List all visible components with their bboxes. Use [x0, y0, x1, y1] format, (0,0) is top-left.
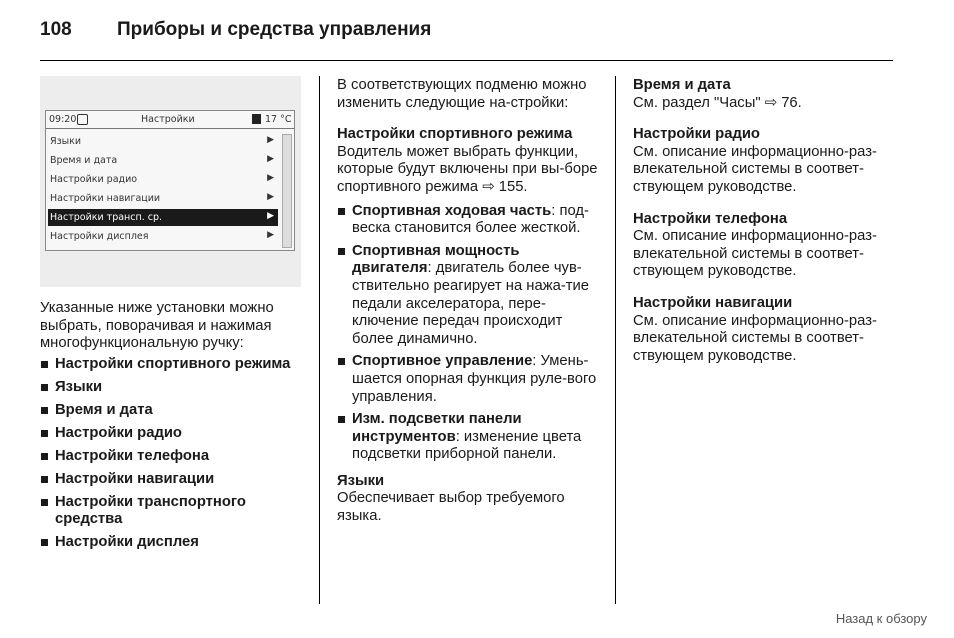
list-item: Время и дата — [40, 402, 302, 420]
list-item: Настройки спортивного режима — [40, 356, 302, 374]
thermometer-icon — [252, 114, 261, 124]
section-heading: Время и дата — [633, 77, 731, 93]
settings-list — [40, 356, 302, 552]
screen-title: Настройки — [141, 114, 195, 125]
list-item: Настройки дисплея — [40, 534, 302, 552]
section-heading: Настройки навигации — [633, 294, 793, 311]
header-divider — [40, 60, 893, 61]
settings-screen — [45, 110, 295, 251]
screen-menu-label: Настройки навигации — [50, 193, 161, 204]
option-term: Спортивное управление — [352, 353, 533, 370]
screen-menu-item — [48, 152, 278, 169]
list-item — [337, 243, 603, 349]
screen-menu-item — [48, 133, 278, 150]
option-description: : двигатель более чув-ствительно реагирует на нажа-тие педали акселератора, пере-ключение передач происходит более динамично. — [352, 260, 590, 347]
column-divider — [615, 76, 616, 604]
option-description: : Умень-шается опорная функция руле-вого управления. — [352, 353, 597, 405]
lang-text: Обеспечивает выбор требуемого языка. — [337, 490, 565, 525]
column-1 — [40, 300, 302, 557]
col2-intro: В соответствующих подменю можно изменить следующие на-стройки: — [337, 77, 587, 111]
lang-heading: Языки — [337, 472, 385, 489]
screen-menu-item — [48, 209, 278, 226]
list-item — [337, 353, 603, 406]
sport-text: Водитель может выбрать функции, которые будут включены при вы-боре спортивного режима ⇨ 155. — [337, 143, 598, 195]
list-item: Языки — [40, 379, 302, 397]
screen-menu-item — [48, 190, 278, 207]
screen-status-bar — [46, 111, 294, 129]
display-screenshot — [40, 76, 301, 287]
section-heading: Настройки телефона — [633, 210, 788, 227]
column-2 — [337, 77, 603, 526]
list-item: Настройки навигации — [40, 471, 302, 489]
chevron-right-icon: ▶ — [267, 192, 274, 202]
list-item: Настройки радио — [40, 425, 302, 443]
option-description: : под-веска становится более жесткой. — [352, 202, 589, 237]
option-term: Спортивная мощность двигателя — [352, 242, 520, 277]
screen-menu-label: Настройки дисплея — [50, 231, 149, 242]
section-text: См. раздел "Часы" ⇨ 76. — [633, 94, 802, 111]
list-item: Настройки транспортного средства — [40, 494, 302, 529]
screen-menu-label: Настройки радио — [50, 174, 138, 185]
option-description: : изменение цвета подсветки приборной панели. — [352, 428, 582, 463]
chevron-right-icon: ▶ — [267, 135, 274, 145]
chevron-right-icon: ▶ — [267, 211, 274, 221]
screen-temperature: 17 °C — [265, 114, 292, 125]
chevron-right-icon: ▶ — [267, 154, 274, 164]
chevron-right-icon: ▶ — [267, 230, 274, 240]
screen-menu-item — [48, 171, 278, 188]
sport-options-list — [337, 203, 603, 464]
chevron-right-icon: ▶ — [267, 173, 274, 183]
screen-menu-item — [48, 228, 278, 245]
page-number: 108 — [40, 19, 72, 40]
list-item — [337, 411, 603, 464]
screen-menu-label: Настройки трансп. ср. — [50, 212, 163, 223]
screen-scrollbar — [282, 134, 292, 248]
option-term: Изм. подсветки панели инструментов — [352, 411, 522, 445]
screen-menu-label: Время и дата — [50, 155, 118, 166]
section-heading: Настройки радио — [633, 126, 760, 143]
screen-menu-label: Языки — [50, 136, 82, 147]
section-text: См. описание информационно-раз-влекательной системы в соответ-ствующем руководстве. — [633, 312, 877, 364]
list-item: Настройки телефона — [40, 448, 302, 466]
column-divider — [319, 76, 320, 604]
clock-icon — [77, 114, 88, 125]
screen-time: 09:20 — [49, 114, 77, 125]
col1-intro: Указанные ниже установки можно выбрать, поворачивая и нажимая многофункциональную ручку: — [40, 300, 274, 352]
section-text: См. описание информационно-раз-влекательной системы в соответ-ствующем руководстве. — [633, 228, 877, 280]
page-title: Приборы и средства управления — [117, 19, 432, 40]
option-term: Спортивная ходовая часть — [352, 202, 552, 219]
section-text: См. описание информационно-раз-влекательной системы в соответ-ствующем руководстве. — [633, 143, 877, 195]
list-item — [337, 203, 603, 238]
back-to-overview-link[interactable]: Назад к обзору — [835, 611, 927, 626]
column-3 — [633, 77, 899, 365]
sport-heading: Настройки спортивного режима — [337, 126, 573, 143]
